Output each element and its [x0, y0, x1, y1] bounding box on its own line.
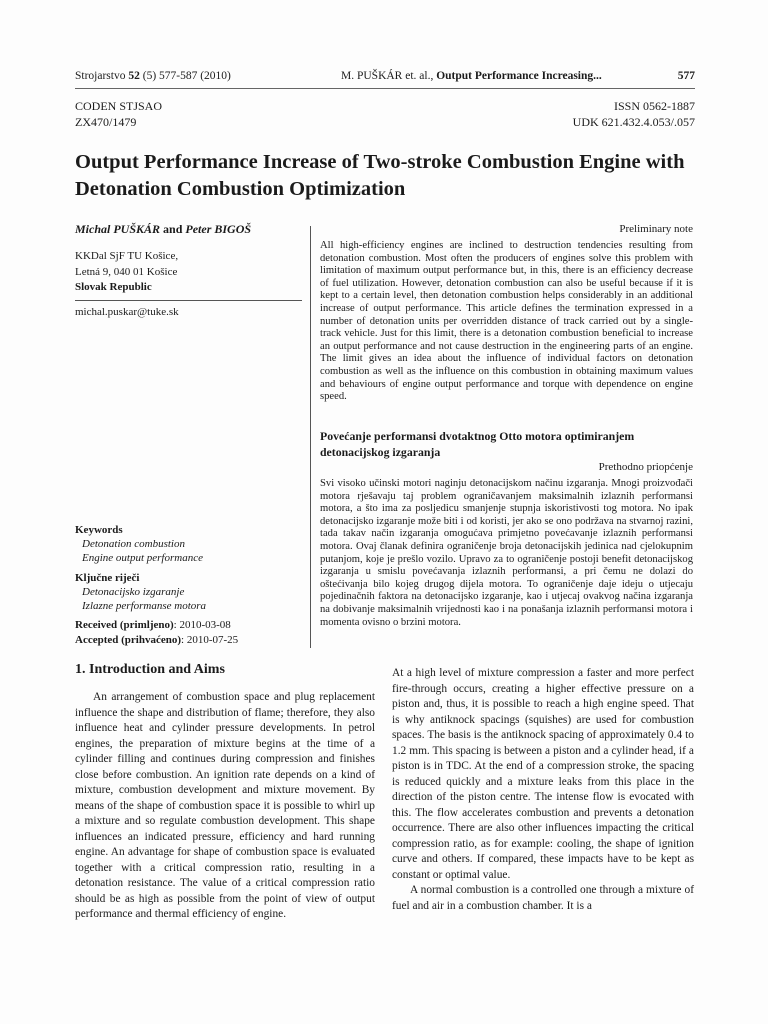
- affiliation-rule: [75, 300, 302, 301]
- page-number: 577: [677, 70, 695, 82]
- paragraph: At a high level of mixture compression a faster and more perfect fire-through occurs, creating a higher effective pressure on a piston and, thus, it is possible to reach a high engine speed. That is why antiknock spacings (squishes) are used for combustion spaces. The basis is the antiknock spacing of approximately 0.4 to 1.2 mm. This spacing is between a piston and a cylinder head, if a piston is in TDC. At the end of a compression stroke, the spacing is reduced quickly and a mixture leaks from this place in the direction of the piston centre. The intense flow is evocated with this. The flow accelerates combustion and prevents a detonation occurrence. There are also other influences impacting the critical compression ratio, as for example: cooling, the shape of ignition curve and others. If compared, these impacts have to be kept as constant or optimal value.: [392, 667, 694, 881]
- keyword-item: Izlazne performanse motora: [82, 600, 207, 612]
- body-column-1: [75, 690, 375, 923]
- section-heading: 1. Introduction and Aims: [75, 662, 225, 677]
- author-email[interactable]: michal.puskar@tuke.sk: [75, 306, 179, 318]
- body-column-2: [392, 666, 694, 914]
- paragraph: An arrangement of combustion space and plug replacement influence the shape and distribution of flame; therefore, they also influence heat and cylinder pressure developments. In petrol engines, the preparation of mixture begins at the time of a cylinder filling and continues during compression and finishes close before combustion. An ignition rate depends on a kind of mixture, combustion development and mixture movement. By means of the shape of combustion space it is possible to whirl up a mixture and so regulate combustion development. This shape influences an indicated pressure, efficiency and hard running engine. An advantage for shape of combustion space is evaluated together with a critical compression ratio, resulting in a detonation resistance. The value of a critical compression ratio should be as high as possible from the point of view of output performance and thermal efficiency of engine.: [75, 691, 375, 920]
- keywords-block: Keywords Detonation combustion Engine output performance: [75, 523, 305, 565]
- abstract-en: All high-efficiency engines are inclined to destruction tendencies resulting from detonation combustion. Most often the producers of engines solve this problem with limitation of maximum output performance but, in this, there is an efficiency decrease of fuel utilization. However, detonation combustion can also be useful because if it is kept to a certain level, then detonation combustion helps considerably in an additional increase of output performance. This article defines the termination expressed in a number of detonation units per overridden distance of track carried out by a single-track vehicle. Just for this limit, there is a detonation combustion beneficial to increase an output performance and not cause destruction in the engineering parts of an engine. The limit gives an idea about the influence of individual factors on detonation combustion as well as the influence on this combustion in obtaining maximum values and behaviours of engine output performance and torque with dependence on engine speed.: [320, 240, 693, 403]
- keyword-item: Detonacijsko izgaranje: [82, 586, 185, 598]
- keyword-item: Engine output performance: [82, 552, 203, 564]
- dates-block: Received (primljeno): 2010-03-08 Accepted (prihvaćeno): 2010-07-25: [75, 619, 239, 646]
- zx-code: ZX470/1479: [75, 115, 137, 129]
- abstract-hr: Svi visoko učinski motori naginju detonacijskom načinu izgaranja. Mnogi proizvođači motora rješavaju taj problem ograničavanjem maksimalnih izlaznih performansi motora, a što ima za posljedicu smanjenje stupnja iskoristivosti tog motora. No ipak detonacijsko izgaranje može biti i od koristi, jer ako se ono podržava na stvarnoj razini, tada takav način izgaranja omogućava primjetno povećavanje izlaznih performansi motora. Ovaj članak definira ograničenje broja detonacijskih jedinica nad cjelokupnim putanjom, koje je prešlo vozilo. Upravo za to ograničenje postoji benefit detonacijskog izgaranja u smislu povećavanja izlaznih performansi, a pri čemu ne dolazi do oštećivanja bilo kojeg drugog dijela motora. To ograničenje daje ideju o utjecaju pojedinačnih faktora na detonacijsko izgaranje, kao i utjecaj ovakvog načina izgaranja na dobivanje maksimalnih vrijednosti kao i na ponašanja izlaznih performansi motora i momenta ovisno o brzini motora.: [320, 478, 693, 628]
- author-line: Michal PUŠKÁR and Peter BIGOŠ: [75, 222, 252, 236]
- udk: UDK 621.432.4.053/.057: [572, 115, 695, 129]
- paragraph: A normal combustion is a controlled one through a mixture of fuel and air in a combustion chamber. It is a: [392, 884, 694, 912]
- running-title: M. PUŠKÁR et. al., Output Performance Increasing...: [341, 70, 602, 82]
- issn: ISSN 0562-1887: [613, 99, 695, 113]
- author-1: Michal PUŠKÁR: [75, 222, 161, 236]
- coden: CODEN STJSAO: [75, 99, 163, 113]
- title-hr: Povećanje performansi dvotaktnog Otto motora optimiranjem detonacijskog izgaranja: [320, 429, 635, 459]
- column-divider: [310, 226, 311, 648]
- journal-citation: Strojarstvo 52 (5) 577-587 (2010): [75, 70, 231, 82]
- paper-title: Output Performance Increase of Two-stroke Combustion Engine with Detonation Combustion Optimization: [75, 151, 685, 200]
- article-type-en: Preliminary note: [619, 223, 693, 235]
- kljucne-block: Ključne riječi Detonacijsko izgaranje Izlazne performanse motora: [75, 571, 305, 613]
- keyword-item: Detonation combustion: [82, 538, 185, 550]
- header-rule: [75, 88, 695, 89]
- author-2: Peter BIGOŠ: [185, 222, 252, 236]
- affiliation: KKDal SjF TU Košice, Letná 9, 040 01 Košice Slovak Republic: [75, 250, 179, 293]
- article-type-hr: Prethodno priopćenje: [598, 461, 693, 473]
